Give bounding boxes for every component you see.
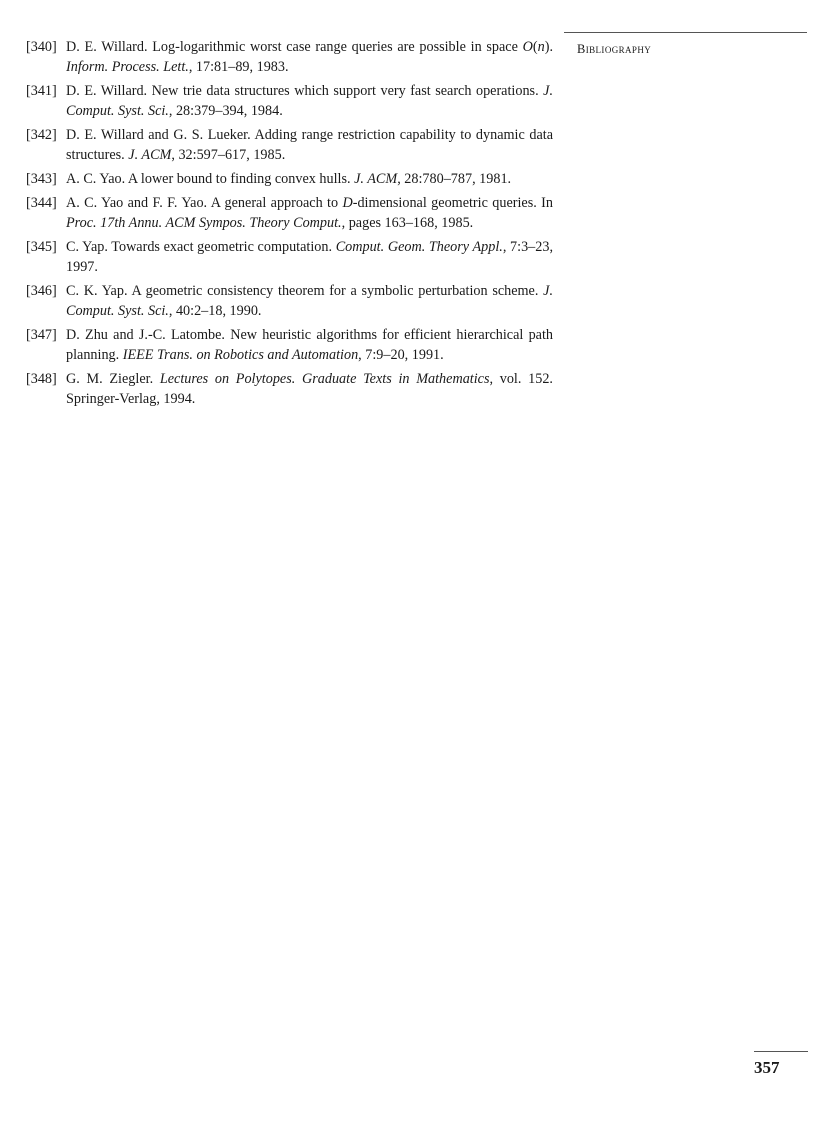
reference-number: [342] [26, 127, 57, 143]
reference-italic-segment: Proc. 17th Annu. ACM Sympos. Theory Comput. [66, 215, 342, 231]
reference-segment: D. E. Willard. Log-logarithmic worst case range queries are possible in space [66, 39, 523, 55]
reference-segment: , 7:9–20, 1991. [358, 347, 444, 363]
reference-text [66, 195, 553, 231]
reference-text [66, 371, 553, 407]
reference-entry [26, 169, 553, 189]
reference-text [66, 127, 553, 163]
reference-number: [343] [26, 171, 57, 187]
reference-segment: A. C. Yao. A lower bound to finding convex hulls. [66, 171, 355, 187]
reference-italic-segment: Comput. Geom. Theory Appl. [335, 239, 503, 255]
reference-text [66, 327, 553, 363]
reference-segment: , 32:597–617, 1985. [171, 147, 286, 163]
reference-italic-segment: J. Comput. Syst. Sci. [66, 83, 553, 119]
reference-italic-segment: J. ACM [354, 171, 398, 187]
reference-italic-segment: J. Comput. Syst. Sci. [66, 283, 553, 319]
reference-number: [346] [26, 283, 57, 299]
reference-italic-segment: D [342, 195, 353, 211]
reference-italic-segment: Lectures on Polytopes. Graduate Texts in Mathematics [159, 371, 490, 387]
reference-segment: D. E. Willard. New trie data structures which support very fast search operations. [66, 83, 544, 99]
reference-italic-segment: O [522, 39, 533, 55]
reference-number: [340] [26, 39, 57, 55]
page-number: 357 [754, 1058, 780, 1077]
reference-italic-segment: IEEE Trans. on Robotics and Automation [122, 347, 359, 363]
reference-segment: C. Yap. Towards exact geometric computation. [66, 239, 336, 255]
reference-number: [344] [26, 195, 57, 211]
reference-text [66, 283, 553, 319]
reference-segment: ). [544, 39, 553, 55]
reference-segment: , 7:3–23, 1997. [66, 239, 554, 275]
running-head: Bibliography [577, 42, 652, 56]
reference-number: [345] [26, 239, 57, 255]
reference-number: [341] [26, 83, 57, 99]
reference-entry [26, 369, 553, 409]
reference-entry [26, 281, 553, 321]
reference-entry [26, 81, 553, 121]
reference-text [66, 39, 553, 75]
reference-number: [348] [26, 371, 57, 387]
reference-segment: G. M. Ziegler. [66, 371, 160, 387]
reference-segment: A. C. Yao and F. F. Yao. A general approach to [66, 195, 343, 211]
reference-entry [26, 325, 553, 365]
reference-italic-segment: n [537, 39, 545, 55]
reference-segment: , 28:379–394, 1984. [168, 103, 283, 119]
reference-list [26, 37, 553, 413]
reference-segment: ( [532, 39, 538, 55]
reference-segment: D. Zhu and J.-C. Latombe. New heuristic algorithms for efficient hierarchical path planning. [66, 327, 553, 363]
reference-segment: -dimensional geometric queries. In [352, 195, 553, 211]
reference-entry [26, 237, 553, 277]
reference-text [66, 171, 511, 187]
reference-segment: D. E. Willard and G. S. Lueker. Adding range restriction capability to dynamic data structures. [66, 127, 553, 163]
reference-segment: , vol. 152. Springer-Verlag, 1994. [66, 371, 553, 407]
reference-italic-segment: J. ACM [128, 147, 172, 163]
reference-entry [26, 37, 553, 77]
reference-segment: , 40:2–18, 1990. [168, 303, 262, 319]
reference-text [66, 239, 553, 275]
reference-italic-segment: Inform. Process. Lett. [66, 59, 189, 75]
footer-rule [754, 1051, 808, 1052]
reference-segment: , 28:780–787, 1981. [397, 171, 512, 187]
reference-segment: , 17:81–89, 1983. [188, 59, 289, 75]
header-rule [564, 32, 807, 33]
reference-segment: , pages 163–168, 1985. [341, 215, 474, 231]
reference-entry [26, 193, 553, 233]
reference-segment: C. K. Yap. A geometric consistency theorem for a symbolic perturbation scheme. [66, 283, 544, 299]
reference-entry [26, 125, 553, 165]
reference-text [66, 83, 553, 119]
reference-number: [347] [26, 327, 57, 343]
